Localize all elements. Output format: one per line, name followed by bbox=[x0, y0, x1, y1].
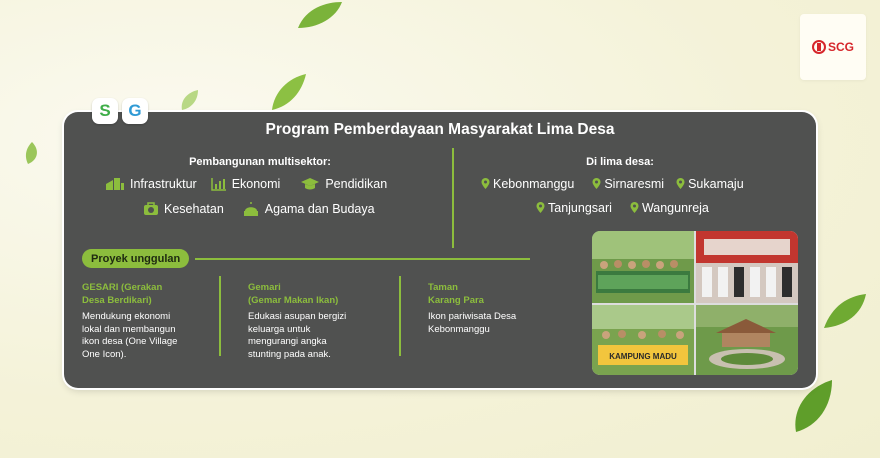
leaf-decoration-icon bbox=[268, 72, 308, 112]
group-photo-outdoor bbox=[592, 231, 694, 303]
location-pin-icon bbox=[481, 178, 490, 190]
leaf-decoration-icon bbox=[22, 140, 42, 166]
sector-label: Pendidikan bbox=[325, 177, 388, 191]
sector-item-agama-budaya bbox=[242, 201, 375, 217]
sector-label: Ekonomi bbox=[231, 177, 281, 191]
scg-logo-text: SCG bbox=[827, 40, 854, 54]
graduation-cap-icon bbox=[300, 177, 320, 191]
project-card-taman bbox=[428, 282, 558, 336]
panel-title: Program Pemberdayaan Masyarakat Lima Desa bbox=[265, 121, 615, 138]
leaf-decoration-icon bbox=[178, 88, 200, 112]
location-pin-icon bbox=[536, 202, 545, 214]
sector-item-pendidikan bbox=[300, 177, 387, 191]
multisector-heading: Pembangunan multisektor: bbox=[189, 156, 331, 168]
project-description: Edukasi asupan bergizi keluarga untuk mengurangi angka stunting pada anak. bbox=[248, 311, 347, 360]
project-divider bbox=[219, 276, 221, 356]
village-row-2 bbox=[536, 201, 709, 215]
village-item bbox=[592, 177, 664, 191]
village-item bbox=[676, 177, 744, 191]
village-item bbox=[536, 201, 612, 215]
village-label: Sirnaresmi bbox=[604, 177, 665, 191]
featured-underline bbox=[195, 258, 530, 260]
project-card-gemari bbox=[248, 282, 388, 361]
featured-label: Proyek unggulan bbox=[82, 249, 189, 268]
leaf-decoration-icon bbox=[822, 292, 868, 332]
village-item bbox=[481, 177, 574, 191]
project-description: Mendukung ekonomi lokal dan membangun ikon desa (One Village One Icon). bbox=[82, 311, 178, 360]
village-label: Wangunreja bbox=[641, 201, 709, 215]
project-title: GESARI (Gerakan Desa Berdikari) bbox=[82, 282, 163, 306]
photo-collage bbox=[592, 231, 798, 375]
s-badge-icon: S bbox=[92, 98, 118, 124]
project-divider bbox=[399, 276, 401, 356]
village-label: Sukamaju bbox=[688, 177, 744, 191]
banner-text: KAMPUNG MADU bbox=[609, 352, 677, 361]
village-row-1 bbox=[481, 177, 744, 191]
location-pin-icon bbox=[630, 202, 639, 214]
section-divider bbox=[452, 148, 454, 248]
sector-label: Infrastruktur bbox=[130, 177, 197, 191]
g-badge-icon: G bbox=[122, 98, 148, 124]
chart-icon bbox=[211, 177, 227, 191]
project-title: Gemari (Gemar Makan Ikan) bbox=[248, 282, 339, 306]
villages-heading: Di lima desa: bbox=[586, 156, 654, 168]
mosque-icon bbox=[242, 201, 260, 217]
scg-emblem-icon bbox=[812, 40, 826, 54]
location-pin-icon bbox=[592, 178, 601, 190]
scg-logo bbox=[800, 14, 866, 80]
village-item bbox=[630, 201, 709, 215]
village-label: Tanjungsari bbox=[548, 201, 612, 215]
project-title: Taman Karang Para bbox=[428, 282, 484, 306]
kampung-madu-photo bbox=[592, 305, 694, 375]
location-pin-icon bbox=[676, 178, 685, 190]
leaf-decoration-icon bbox=[296, 0, 344, 30]
sector-row-1 bbox=[105, 177, 387, 191]
garden-photo bbox=[696, 305, 798, 375]
sector-label: Kesehatan bbox=[164, 202, 224, 216]
village-label: Kebonmanggu bbox=[493, 177, 575, 191]
sector-label: Agama dan Budaya bbox=[264, 202, 375, 216]
sector-item-ekonomi bbox=[211, 177, 281, 191]
sector-row-2 bbox=[143, 201, 375, 217]
sector-item-infrastruktur bbox=[105, 177, 197, 191]
building-icon bbox=[105, 177, 125, 191]
project-description: Ikon pariwisata Desa Kebonmanggu bbox=[428, 311, 517, 335]
medical-kit-icon bbox=[143, 202, 159, 216]
sector-item-kesehatan bbox=[143, 202, 224, 216]
ceremony-photo bbox=[696, 231, 798, 303]
project-card-gesari bbox=[82, 282, 214, 361]
